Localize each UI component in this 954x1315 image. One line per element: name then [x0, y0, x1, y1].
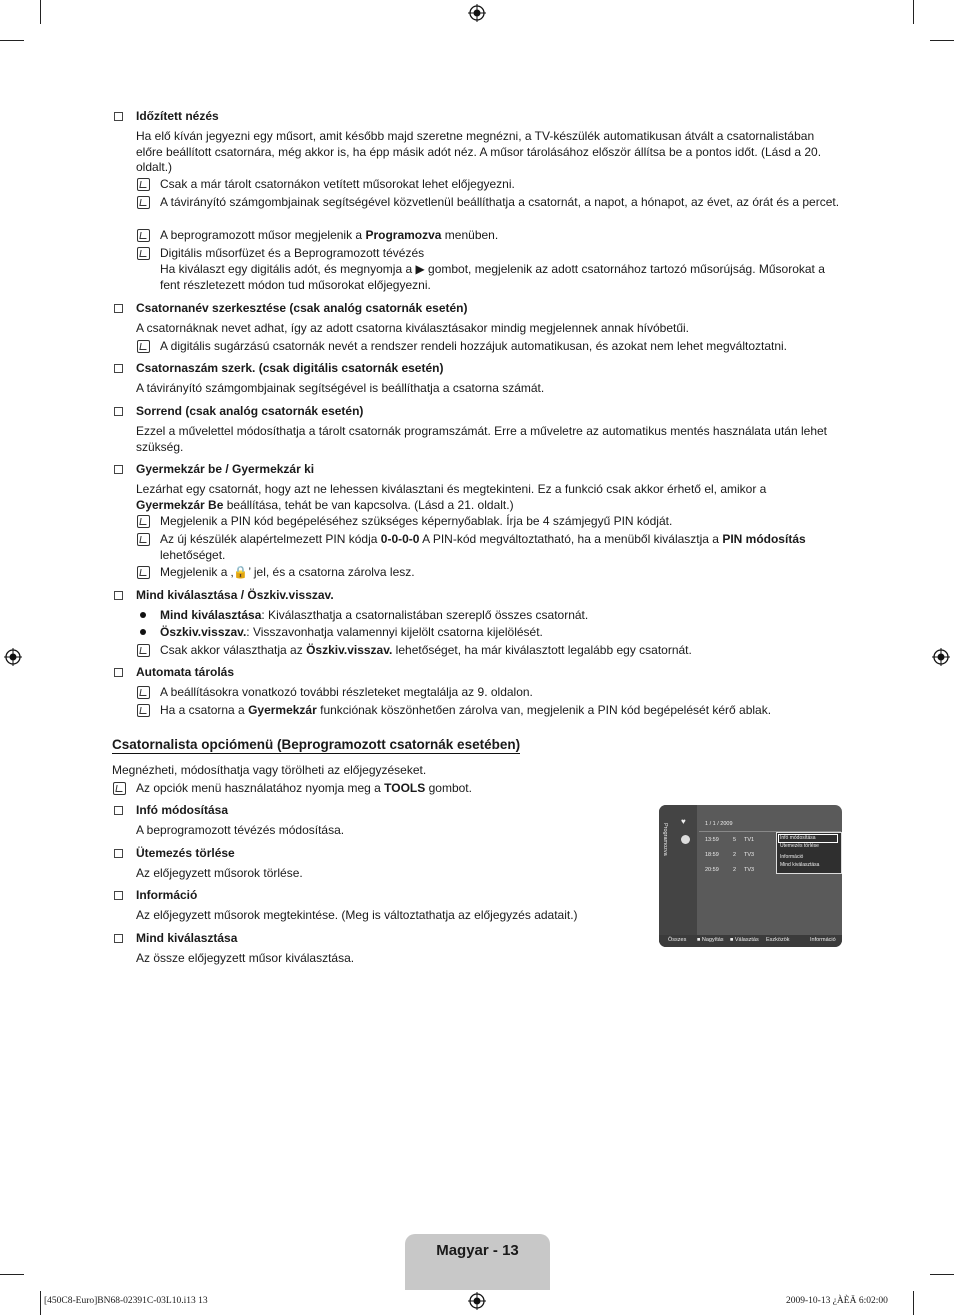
- menu-item[interactable]: Infó módosítása: [780, 835, 816, 841]
- tv-row-time: 18:59: [705, 852, 719, 858]
- square-bullet-icon: [114, 591, 123, 600]
- note-text: Megjelenik a ‚🔒’ jel, és a csatorna zárolva lesz.: [160, 565, 415, 579]
- note-icon: [113, 782, 126, 795]
- menu-item[interactable]: Mind kiválasztása: [780, 862, 820, 868]
- item-description: Ezzel a művelettel módosíthatja a tárolt csatornák programszámát. Erre a műveletre az automatikus mentés használata után lehet szükség.: [136, 424, 828, 454]
- option-title: Mind kiválasztása: [136, 931, 238, 945]
- note-icon: [137, 644, 150, 657]
- registration-mark-icon: [4, 648, 22, 666]
- crop-mark: [930, 1274, 954, 1275]
- item-title: Sorrend (csak analóg csatornák esetén): [136, 404, 364, 418]
- note-icon: [137, 196, 150, 209]
- registration-mark-icon: [468, 4, 486, 22]
- registration-mark-icon: [468, 1292, 486, 1310]
- clock-icon: [681, 835, 690, 844]
- option-description: Az össze előjegyzett műsor kiválasztása.: [136, 951, 355, 965]
- item-description: Lezárhat egy csatornát, hogy azt ne lehessen kiválasztani és megtekinteni. Ez a funkció csak akkor érhető el, amikor a Gyermekzár Be beállítása, tehát be van kapcsolva. (Lásd a 21. oldalt.): [136, 482, 767, 512]
- note-icon: [137, 247, 150, 260]
- menu-item[interactable]: Információ: [780, 854, 804, 860]
- note-icon: [137, 686, 150, 699]
- item-title: Időzített nézés: [136, 109, 219, 123]
- tv-bottom-item: ■ Választás: [730, 937, 759, 943]
- item-title: Csatornaszám szerk. (csak digitális csatornák esetén): [136, 361, 444, 375]
- note-icon: [137, 566, 150, 579]
- bullet-dot-icon: [140, 612, 146, 618]
- menu-item[interactable]: Ütemezés törlése: [780, 843, 819, 849]
- note-icon: [137, 515, 150, 528]
- tv-row-channel: 2: [733, 867, 737, 873]
- tv-row-name: TV3: [744, 852, 755, 858]
- footer-file-info: [450C8-Euro]BN68-02391C-03L10.i13 13: [44, 1296, 208, 1306]
- item-title: Gyermekzár be / Gyermekzár ki: [136, 462, 315, 476]
- option-description: Az előjegyzett műsorok megtekintése. (Meg is változtathatja az előjegyzés adatait.): [136, 908, 578, 922]
- bullet-text: Mind kiválasztása: Kiválaszthatja a csatornalistában szereplő összes csatornát.: [160, 608, 589, 622]
- note-text: A beállításokra vonatkozó további részleteket megtalálja az 9. oldalon.: [160, 685, 533, 699]
- tv-row-channel: 2: [733, 852, 737, 858]
- option-description: Az előjegyzett műsorok törlése.: [136, 866, 303, 880]
- square-bullet-icon: [114, 304, 123, 313]
- note-text: Az új készülék alapértelmezett PIN kódja 0-0-0-0 A PIN-kód megváltoztatható, ha a menüből kiválasztja a PIN módosítás lehetőséget.: [160, 532, 806, 562]
- square-bullet-icon: [114, 891, 123, 900]
- tv-date: 1 / 1 / 2009: [705, 821, 733, 827]
- note-text: A digitális sugárzású csatornák nevét a rendszer rendeli hozzájuk automatikusan, és azokat nem lehet megváltoztatni.: [160, 339, 788, 353]
- crop-mark: [913, 1291, 914, 1315]
- note-text: Az opciók menü használatához nyomja meg a TOOLS gombot.: [136, 781, 472, 795]
- note-text: Csak akkor választhatja az Öszkiv.visszav. lehetőséget, ha már kiválasztott legalább egy csatornát.: [160, 643, 692, 657]
- option-title: Infó módosítása: [136, 803, 229, 817]
- footer-timestamp: 2009-10-13 ¿ÀÈÄ 6:02:00: [786, 1296, 888, 1306]
- square-bullet-icon: [114, 364, 123, 373]
- section-intro: Megnézheti, módosíthatja vagy törölheti az előjegyzéseket.: [112, 763, 427, 777]
- item-description: A távirányító számgombjainak segítségével is beállíthatja a csatorna számát.: [136, 381, 545, 395]
- square-bullet-icon: [114, 465, 123, 474]
- tv-row-name: TV3: [744, 867, 755, 873]
- note-text: Csak a már tárolt csatornákon vetített műsorokat lehet előjegyezni.: [160, 177, 515, 191]
- note-text: A beprogramozott műsor megjelenik a Programozva menüben.: [160, 228, 499, 242]
- tv-row-time: 20:59: [705, 867, 719, 873]
- crop-mark: [40, 1291, 41, 1315]
- square-bullet-icon: [114, 668, 123, 677]
- note-extra-text: Ha kiválaszt egy digitális adót, és megnyomja a ▶ gombot, megjelenik az adott csatornához tartozó műsorújság. Műsorokat a fent részletezett módon tud műsorokat előjegyezni.: [160, 262, 825, 292]
- note-icon: [137, 229, 150, 242]
- bullet-dot-icon: [140, 629, 146, 635]
- tv-bottom-item: ■ Nagyítás: [697, 937, 724, 943]
- tv-row-time: 13:59: [705, 837, 719, 843]
- tv-row-channel: 5: [733, 837, 737, 843]
- note-icon: [137, 178, 150, 191]
- item-title: Automata tárolás: [136, 665, 235, 679]
- square-bullet-icon: [114, 407, 123, 416]
- crop-mark: [0, 40, 24, 41]
- square-bullet-icon: [114, 934, 123, 943]
- option-description: A beprogramozott tévézés módosítása.: [136, 823, 345, 837]
- tv-screen: [659, 805, 842, 947]
- option-title: Információ: [136, 888, 198, 902]
- tv-tools-menu: [776, 832, 842, 874]
- note-text: A távirányító számgombjainak segítségével közvetlenül beállíthatja a csatornát, a napot, a hónapot, az évet, az órát és a percet.: [160, 195, 840, 209]
- registration-mark-icon: [932, 648, 950, 666]
- item-description: Ha elő kíván jegyezni egy műsort, amit később majd szeretne megnézni, a TV-készülék automatikusan átvált a csatornalistában előre beállított csatornára, még akkor is, ha épp másik adót néz. A műsor tárolásához először állítsa be a pontos időt. (Lásd a 20. oldalt.): [136, 129, 822, 174]
- tv-bottom-bar: [659, 935, 842, 947]
- section-heading: Csatornalista opciómenü (Beprogramozott csatornák esetében): [112, 737, 521, 752]
- crop-mark: [0, 1274, 24, 1275]
- square-bullet-icon: [114, 849, 123, 858]
- item-title: Csatornanév szerkesztése (csak analóg csatornák esetén): [136, 301, 468, 315]
- tv-side-label: Programozva: [662, 823, 668, 856]
- tv-bottom-item: Eszközök: [766, 937, 790, 943]
- item-description: A csatornáknak nevet adhat, így az adott csatorna kiválasztásakor mindig megjelennek annak hívóbetűi.: [136, 321, 689, 335]
- option-title: Ütemezés törlése: [136, 846, 235, 860]
- page-number: Magyar - 13: [436, 1242, 519, 1259]
- crop-mark: [40, 0, 41, 24]
- item-title: Mind kiválasztása / Öszkiv.visszav.: [136, 588, 334, 602]
- heart-icon: ♥: [681, 817, 686, 826]
- note-text: Megjelenik a PIN kód begépeléséhez szükséges képernyőablak. Írja be 4 számjegyű PIN kódját.: [160, 514, 673, 528]
- bullet-text: Öszkiv.visszav.: Visszavonhatja valamennyi kijelölt csatorna kijelölését.: [160, 625, 543, 639]
- note-icon: [137, 340, 150, 353]
- tv-bottom-item: Összes: [668, 937, 687, 943]
- crop-mark: [930, 40, 954, 41]
- tv-bottom-item: Információ: [810, 937, 836, 943]
- note-icon: [137, 533, 150, 546]
- note-icon: [137, 704, 150, 717]
- square-bullet-icon: [114, 112, 123, 121]
- tv-row-name: TV1: [744, 837, 755, 843]
- square-bullet-icon: [114, 806, 123, 815]
- crop-mark: [913, 0, 914, 24]
- note-text: Digitális műsorfüzet és a Beprogramozott tévézés: [160, 246, 425, 260]
- note-text: Ha a csatorna a Gyermekzár funkciónak köszönhetően zárolva van, megjelenik a PIN kód begépelését kérő ablak.: [160, 703, 772, 717]
